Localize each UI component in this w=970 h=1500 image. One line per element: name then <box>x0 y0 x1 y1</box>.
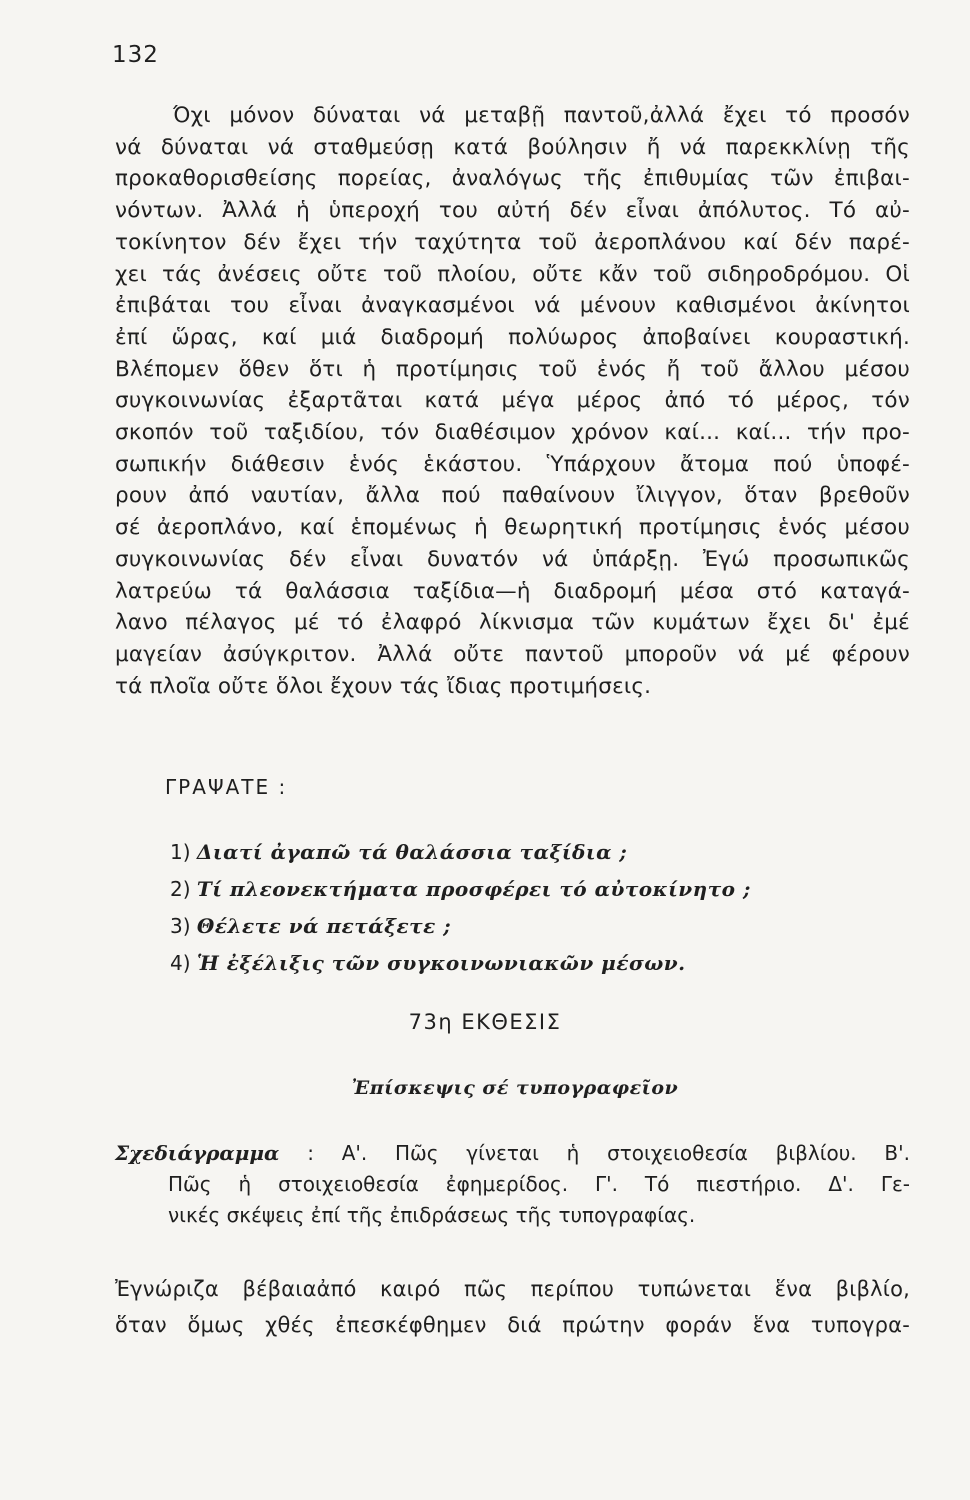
text-line: νά δύναται νά σταθμεύσῃ κατά βούλησιν ἤ νά παρεκκλίνῃ τῆς <box>115 134 910 160</box>
question-item <box>170 834 751 871</box>
question-text: Τί πλεονεκτήματα προσφέρει τό αὐτοκίνητο ; <box>196 877 751 901</box>
essay-outline <box>115 1138 910 1231</box>
text-line: λανο πέλαγος μέ τό ἐλαφρό λίκνισμα τῶν κυμάτων ἔχει δι' ἐμέ <box>115 610 910 636</box>
question-item <box>170 871 751 908</box>
write-heading: ΓΡΑΨΑΤΕ : <box>165 775 288 799</box>
outline-line <box>115 1138 910 1169</box>
question-text: Θέλετε νά πετάξετε ; <box>196 914 452 938</box>
question-item <box>170 908 751 945</box>
question-number: 1) <box>170 840 191 864</box>
text-line: λατρεύω τά θαλάσσια ταξίδια—ἡ διαδρομή μέσα στό καταγά- <box>115 578 910 604</box>
text-line: σωπικήν διάθεσιν ἑνός ἑκάστου. Ὑπάρχουν ἄτομα πού ὑποφέ- <box>115 451 910 477</box>
question-text: Ἡ ἐξέλιξις τῶν συγκοινωνιακῶν μέσων. <box>196 951 686 975</box>
question-number: 3) <box>170 914 191 938</box>
text-line: τοκίνητον δέν ἔχει τήν ταχύτητα τοῦ ἀεροπλάνου καί δέν παρέ- <box>115 229 910 255</box>
question-item <box>170 945 751 982</box>
text-line: ὅταν ὅμως χθές ἐπεσκέφθημεν διά πρώτην φοράν ἕνα τυπογρα- <box>115 1313 910 1337</box>
text-line: ἐπιβάται του εἶναι ἀναγκασμένοι νά μένουν καθισμένοι ἀκίνητοι <box>115 293 910 319</box>
text-line: Όχι μόνον δύναται νά μεταβῇ παντοῦ,ἀλλά ἔχει τό προσόν <box>173 103 910 128</box>
section-heading: 73η ΕΚΘΕΣΙΣ <box>408 1010 562 1034</box>
text-line: τά πλοῖα οὔτε ὅλοι ἔχουν τάς ἴδιας προτιμήσεις. <box>115 673 652 699</box>
text-line: προκαθορισθείσης πορείας, ἀναλόγως τῆς ἐπιθυμίας τῶν ἐπιβαι- <box>115 166 910 192</box>
paragraph-printing <box>115 1271 910 1343</box>
text-line: μαγείαν ἀσύγκριτον. Ἀλλά οὔτε παντοῦ μποροῦν νά μέ φέρουν <box>115 641 910 667</box>
text-line: Ἐγνώριζα βέβαιαἀπό καιρό πῶς περίπου τυπώνεται ἕνα βιβλίο, <box>115 1277 910 1301</box>
outline-line: Πῶς ἡ στοιχειοθεσία ἐφημερίδος. Γ'. Τό πιεστήριο. Δ'. Γε- <box>168 1172 910 1196</box>
question-list <box>170 834 751 982</box>
outline-line: νικές σκέψεις ἐπί τῆς ἐπιδράσεως τῆς τυπογραφίας. <box>168 1203 696 1227</box>
question-number: 2) <box>170 877 191 901</box>
text-line: νόντων. Ἀλλά ἡ ὑπεροχή του αὐτή δέν εἶναι ἀπόλυτος. Τό αὐ- <box>115 198 910 224</box>
outline-label: Σχεδιάγραμμα <box>115 1141 280 1165</box>
text-line: χει τάς ἀνέσεις οὔτε τοῦ πλοίου, οὔτε κἄν τοῦ σιδηροδρόμου. Οἱ <box>115 261 910 287</box>
question-text: Διατί ἀγαπῶ τά θαλάσσια ταξίδια ; <box>196 840 628 864</box>
question-number: 4) <box>170 951 191 975</box>
text-line: συγκοινωνίας δέν εἶναι δυνατόν νά ὑπάρξῃ. Ἐγώ προσωπικῶς <box>115 546 910 572</box>
text-line: ρουν ἀπό ναυτίαν, ἄλλα πού παθαίνουν ἴλιγγον, ὅταν βρεθοῦν <box>115 483 910 509</box>
text-line: ἐπί ὥρας, καί μιά διαδρομή πολύωρος ἀποβαίνει κουραστική. <box>115 324 910 350</box>
page-number: 132 <box>112 42 159 68</box>
text-line: σέ ἀεροπλάνο, καί ἑπομένως ἡ θεωρητική προτίμησις ἑνός μέσου <box>115 515 910 541</box>
paragraph-transport <box>115 100 910 702</box>
text-line: συγκοινωνίας ἐξαρτᾶται κατά μέγα μέρος ἀπό τό μέρος, τόν <box>115 388 910 414</box>
outline-text: : Α'. Πῶς γίνεται ἡ στοιχειοθεσία βιβλίου. Β'. <box>307 1141 910 1165</box>
section-subtitle: Ἐπίσκεψις σέ τυπογραφεῖον <box>351 1077 679 1099</box>
text-line: σκοπόν τοῦ ταξιδίου, τόν διαθέσιμον χρόνον καί... καί... τήν προ- <box>115 420 910 446</box>
text-line: Βλέπομεν ὅθεν ὅτι ἡ προτίμησις τοῦ ἑνός ἤ τοῦ ἄλλου μέσου <box>115 356 910 382</box>
